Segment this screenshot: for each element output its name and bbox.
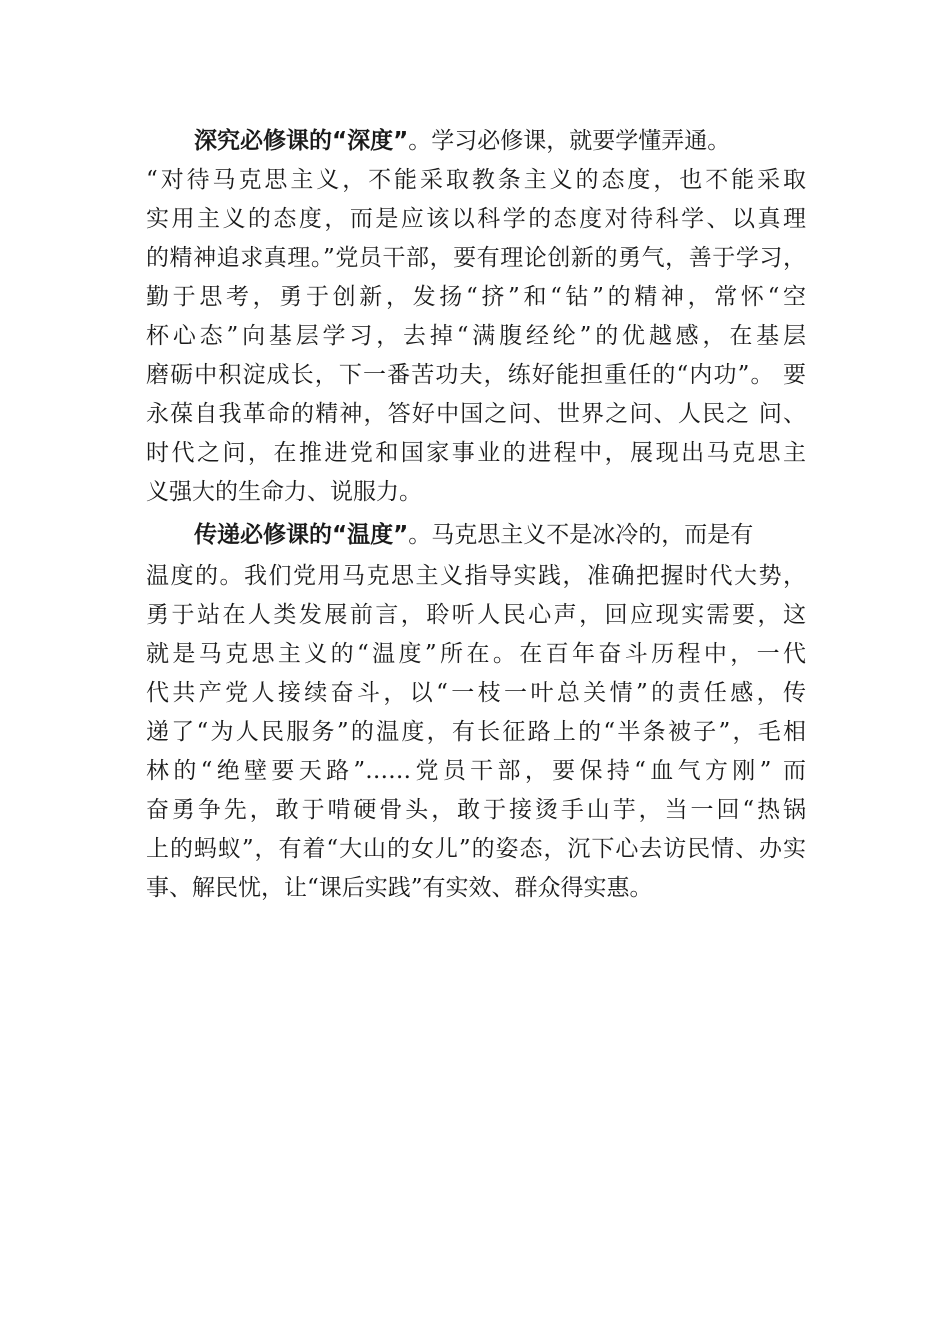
paragraph-1-line-1	[194, 126, 730, 156]
paragraph-1-line-2: “对待马克思主义，不能采取教条主义的态度，也不能采取	[146, 167, 806, 193]
paragraph-1-line-4: 的精神追求真理。”党员干部，要有理论创新的勇气，善于学习，	[146, 245, 806, 271]
paragraph-1-heading: 深究必修课的“深度”	[194, 128, 409, 154]
paragraph-1-line-6: 杯心态”向基层学习，去掉“满腹经纶”的优越感，在基层	[146, 323, 806, 349]
paragraph-1-line-7: 磨砺中积淀成长，下一番苦功夫，练好能担重任的“内功”。 要	[146, 362, 806, 388]
paragraph-2-line-2: 温度的。我们党用马克思主义指导实践，准确把握时代大势，	[146, 563, 806, 589]
paragraph-2-heading: 传递必修课的“温度”	[194, 522, 409, 548]
paragraph-2-line-8: 奋勇争先，敢于啃硬骨头，敢于接烫手山芋，当一回“热锅	[146, 797, 806, 823]
paragraph-1-line-3: 实用主义的态度，而是应该以科学的态度对待科学、以真理	[146, 206, 806, 232]
paragraph-2-text: 。马克思主义不是冰冷的，而是有	[408, 522, 754, 548]
paragraph-2-line-4: 就是马克思主义的“温度”所在。在百年奋斗历程中，一代	[146, 641, 806, 667]
paragraph-2-line-9: 上的蚂蚁”，有着“大山的女儿”的姿态，沉下心去访民情、办实	[146, 836, 806, 862]
paragraph-2-line-5: 代共产党人接续奋斗，以“一枝一叶总关情”的责任感，传	[146, 680, 806, 706]
paragraph-1-line-10: 义强大的生命力、说服力。	[146, 479, 422, 505]
paragraph-1-text: 。学习必修课，就要学懂弄通。	[408, 128, 731, 154]
paragraph-1-line-8: 永葆自我革命的精神，答好中国之问、世界之问、人民之 问、	[146, 401, 806, 427]
paragraph-1-line-9: 时代之问，在推进党和国家事业的进程中，展现出马克思主	[146, 440, 806, 466]
paragraph-2-line-6: 递了“为人民服务”的温度，有长征路上的“半条被子”，毛相	[146, 719, 806, 745]
paragraph-2-line-3: 勇于站在人类发展前言，聆听人民心声，回应现实需要，这	[146, 602, 806, 628]
paragraph-2-line-10: 事、解民忧，让“课后实践”有实效、群众得实惠。	[146, 875, 653, 901]
paragraph-2-line-1	[194, 520, 753, 550]
paragraph-1-line-5: 勤于思考，勇于创新，发扬“挤”和“钻”的精神，常怀“空	[146, 284, 806, 310]
paragraph-2-line-7: 林的“绝壁要天路”……党员干部，要保持“血气方刚” 而	[146, 758, 806, 784]
